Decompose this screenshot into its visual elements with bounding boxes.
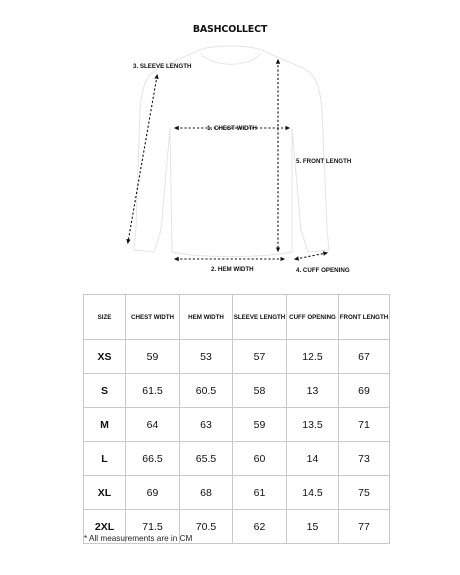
- chest-cell: 69: [126, 476, 180, 510]
- cuff-cell: 14: [287, 442, 339, 476]
- header-front-length: FRONT LENGTH: [339, 295, 390, 340]
- cuff-cell: 14.5: [287, 476, 339, 510]
- header-cuff-opening: CUFF OPENING: [287, 295, 339, 340]
- sleeve-cell: 58: [233, 374, 287, 408]
- table-row: [84, 408, 390, 442]
- hem-cell: 63: [180, 408, 233, 442]
- cuff-opening-line: [296, 253, 326, 259]
- front-cell: 73: [339, 442, 390, 476]
- garment-diagram: [0, 0, 460, 280]
- hem-cell: 68: [180, 476, 233, 510]
- hem-cell: 53: [180, 340, 233, 374]
- chest-cell: 64: [126, 408, 180, 442]
- sleeve-cell: 61: [233, 476, 287, 510]
- hem-cell: 65.5: [180, 442, 233, 476]
- size-cell: XS: [84, 340, 126, 374]
- chest-cell: 61.5: [126, 374, 180, 408]
- cuff-cell: 12.5: [287, 340, 339, 374]
- header-sleeve-length: SLEEVE LENGTH: [233, 295, 287, 340]
- size-cell: L: [84, 442, 126, 476]
- sleeve-cell: 62: [233, 510, 287, 544]
- hem-width-label: 2. HEM WIDTH: [211, 266, 254, 273]
- size-cell: S: [84, 374, 126, 408]
- chest-cell: 66.5: [126, 442, 180, 476]
- sleeve-cell: 57: [233, 340, 287, 374]
- longsleeve-shirt-illustration: [134, 46, 329, 257]
- cuff-opening-label: 4. CUFF OPENING: [296, 267, 350, 274]
- cuff-cell: 13.5: [287, 408, 339, 442]
- cuff-cell: 13: [287, 374, 339, 408]
- sleeve-cell: 59: [233, 408, 287, 442]
- front-cell: 71: [339, 408, 390, 442]
- table-row: [84, 442, 390, 476]
- measurement-note: * All measurements are in CM: [84, 534, 193, 543]
- table-row: [84, 476, 390, 510]
- table-header-row: [84, 295, 390, 340]
- chest-cell: 71.5: [126, 510, 180, 544]
- front-length-label: 5. FRONT LENGTH: [296, 158, 352, 165]
- cuff-cell: 15: [287, 510, 339, 544]
- size-chart-table: [83, 294, 390, 544]
- chest-cell: 59: [126, 340, 180, 374]
- size-cell: XL: [84, 476, 126, 510]
- front-cell: 75: [339, 476, 390, 510]
- front-cell: 67: [339, 340, 390, 374]
- sleeve-cell: 60: [233, 442, 287, 476]
- header-size: SIZE: [84, 295, 126, 340]
- sleeve-length-label: 3. SLEEVE LENGTH: [133, 63, 192, 70]
- table-row: [84, 374, 390, 408]
- front-cell: 77: [339, 510, 390, 544]
- size-cell: 2XL: [84, 510, 126, 544]
- header-chest-width: CHEST WIDTH: [126, 295, 180, 340]
- front-cell: 69: [339, 374, 390, 408]
- header-hem-width: HEM WIDTH: [180, 295, 233, 340]
- brand-logo: BASHCOLLECT: [192, 24, 268, 35]
- size-cell: M: [84, 408, 126, 442]
- chest-width-label: 1. CHEST WIDTH: [207, 125, 257, 132]
- hem-cell: 60.5: [180, 374, 233, 408]
- table-row: [84, 340, 390, 374]
- hem-cell: 70.5: [180, 510, 233, 544]
